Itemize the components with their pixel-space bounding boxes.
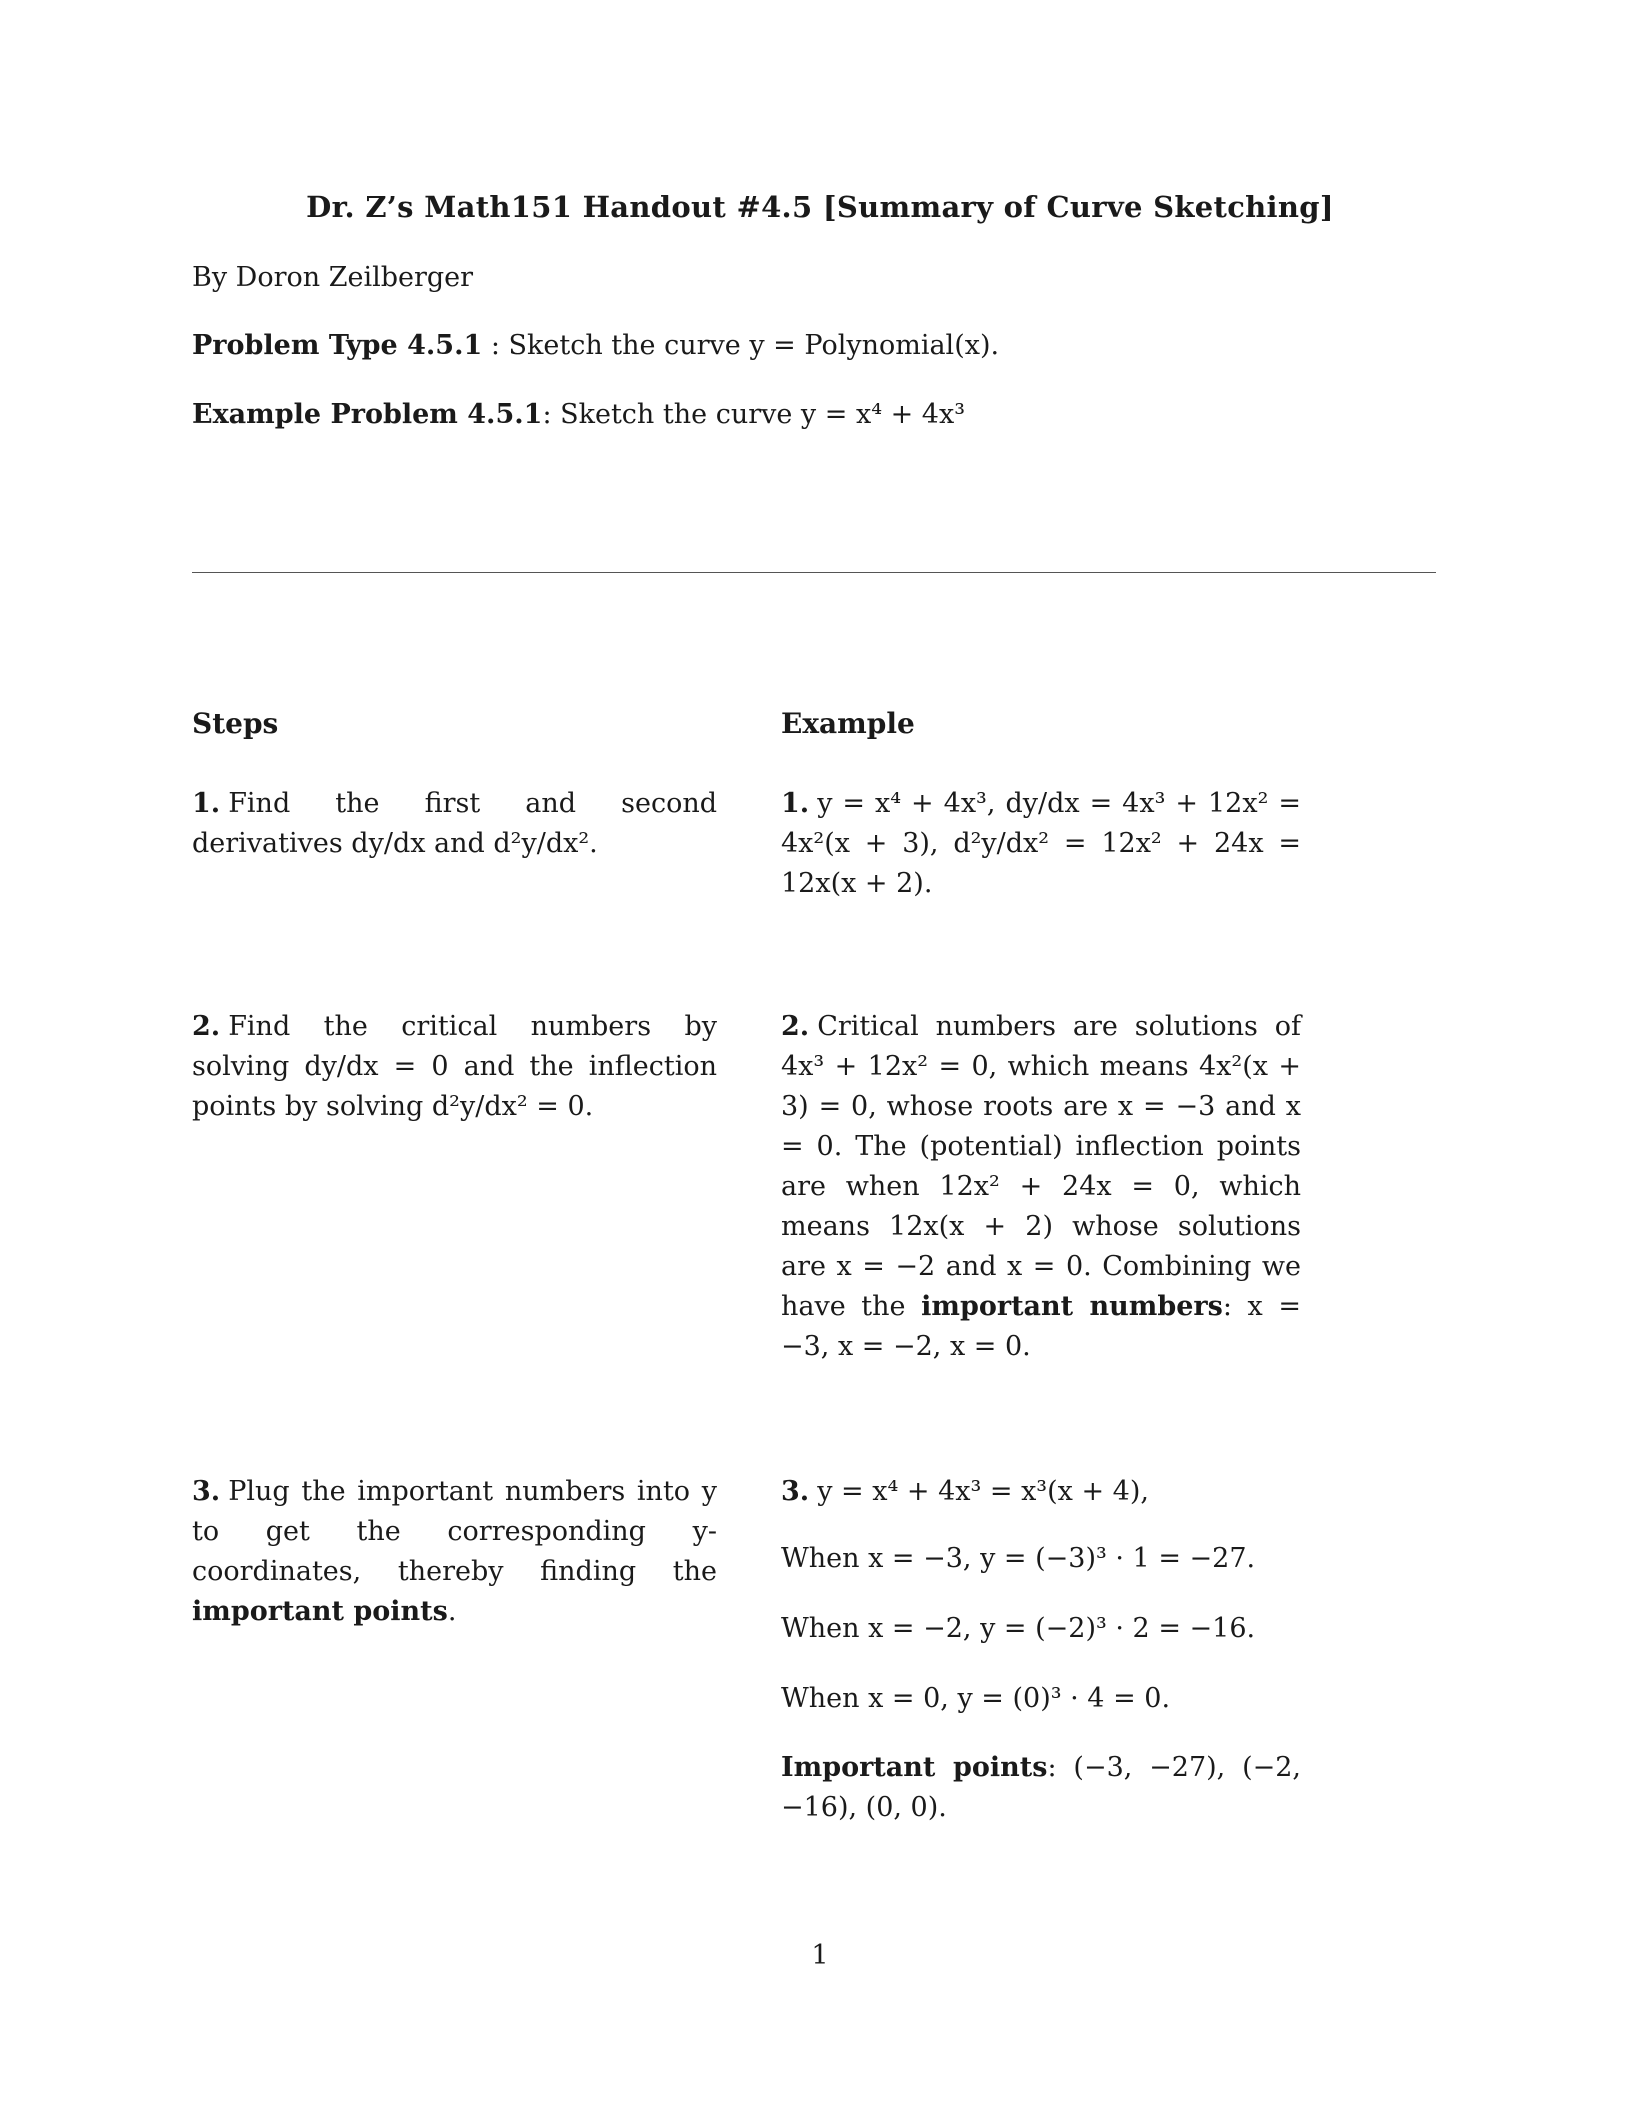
step-2 <box>192 1007 717 1127</box>
example-3-line-1 <box>781 1472 1301 1512</box>
horizontal-divider <box>192 572 1436 573</box>
example-problem-line <box>192 399 965 430</box>
example-1 <box>781 784 1301 904</box>
problem-type-text: : Sketch the curve y = Polynomial(x). <box>482 330 1000 361</box>
page-title: Dr. Z’s Math151 Handout #4.5 [Summary of Curve Sketching] <box>306 190 1334 224</box>
step-number: 2. <box>192 1011 221 1042</box>
example-number: 3. <box>781 1476 810 1507</box>
example-problem-label: Example Problem 4.5.1 <box>192 399 543 430</box>
step-1 <box>192 784 717 864</box>
important-points-term: important points <box>192 1596 448 1627</box>
step-text: Plug the important numbers into y to get the corresponding y-coordinates, thereby finding the <box>192 1476 717 1587</box>
step-tail: . <box>447 1596 457 1627</box>
example-number: 1. <box>781 788 810 819</box>
important-points-label: Important points <box>781 1752 1048 1783</box>
step-text: Find the critical numbers by solving dy/dx = 0 and the inflection points by solving d²y/dx² = 0. <box>192 1011 717 1122</box>
problem-type-line <box>192 330 999 361</box>
example-3-line-3: When x = −2, y = (−2)³ · 2 = −16. <box>781 1613 1256 1644</box>
important-numbers-values: : x = −3, x = −2, x = 0. <box>781 1291 1301 1362</box>
step-text: Find the first and second derivatives dy/dx and d²y/dx². <box>192 788 717 859</box>
important-numbers-label: important numbers <box>921 1291 1223 1322</box>
step-number: 3. <box>192 1476 221 1507</box>
problem-type-label: Problem Type 4.5.1 <box>192 330 483 361</box>
author-line: By Doron Zeilberger <box>192 262 474 293</box>
example-heading: Example <box>781 707 915 740</box>
example-3-line-2: When x = −3, y = (−3)³ · 1 = −27. <box>781 1543 1256 1574</box>
example-text: Critical numbers are solutions of 4x³ + 12x² = 0, which means 4x²(x + 3) = 0, whose roots are x = −3 and x = 0. The (potential) inflection points are when 12x² + 24x = 0, which means 12x(x + 2) whose solutions are x = −2 and x = 0. Combining we have the <box>781 1011 1301 1322</box>
example-2 <box>781 1007 1301 1367</box>
example-problem-text: : Sketch the curve y = x⁴ + 4x³ <box>542 399 966 430</box>
important-points-values: : (−3, −27), (−2, −16), (0, 0). <box>781 1752 1301 1823</box>
step-number: 1. <box>192 788 221 819</box>
example-line: y = x⁴ + 4x³ = x³(x + 4), <box>817 1476 1149 1507</box>
step-3 <box>192 1472 717 1632</box>
steps-heading: Steps <box>192 707 279 740</box>
page-number: 1 <box>811 1940 829 1971</box>
example-3-line-4: When x = 0, y = (0)³ · 4 = 0. <box>781 1683 1171 1714</box>
important-points-line <box>781 1748 1301 1828</box>
example-number: 2. <box>781 1011 810 1042</box>
example-text: y = x⁴ + 4x³, dy/dx = 4x³ + 12x² = 4x²(x + 3), d²y/dx² = 12x² + 24x = 12x(x + 2). <box>781 788 1301 899</box>
